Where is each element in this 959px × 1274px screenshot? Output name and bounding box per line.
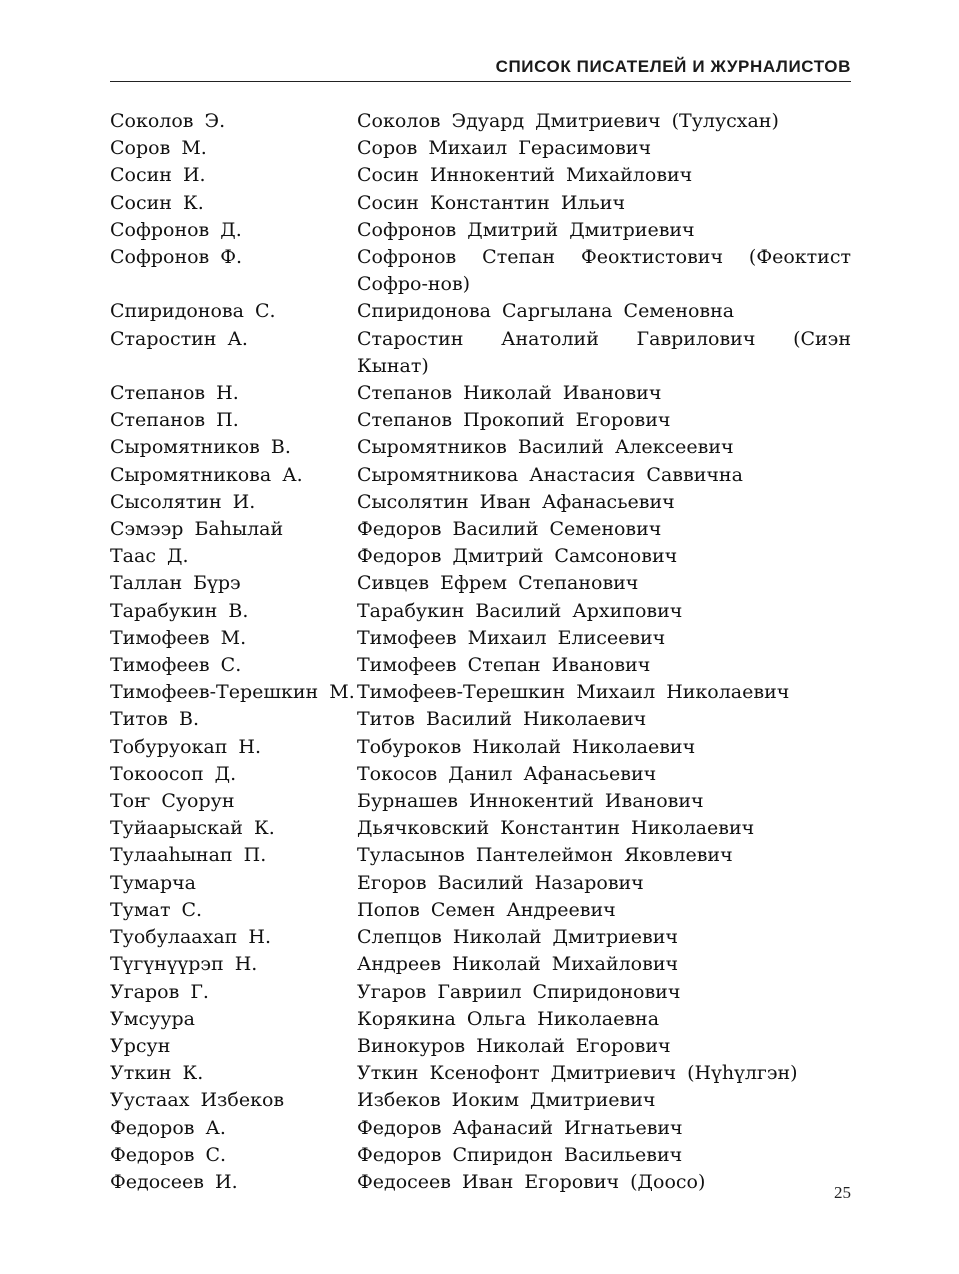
full-name: Избеков Иоким Дмитриевич: [357, 1089, 656, 1112]
full-name: Степанов Прокопий Егорович: [357, 409, 671, 432]
short-name: Старостин А.: [110, 327, 248, 350]
full-name: Федоров Афанасий Игнатьевич: [357, 1116, 683, 1139]
short-name: Сосин К.: [110, 191, 204, 214]
short-name: Уткин К.: [110, 1062, 204, 1085]
list-item: [110, 897, 851, 924]
list-item: [110, 489, 851, 516]
short-name: Урсун: [110, 1034, 171, 1057]
full-name: Тимофеев Степан Иванович: [357, 654, 651, 677]
list-item: [110, 924, 851, 951]
full-name: Сысолятин Иван Афанасьевич: [357, 490, 675, 513]
full-name: Федоров Василий Семенович: [357, 518, 662, 541]
short-name: Уустаах Избеков: [110, 1089, 285, 1112]
short-name: Софронов Ф.: [110, 246, 243, 269]
short-name: Токоосоп Д.: [110, 762, 237, 785]
list-item: [110, 570, 851, 597]
short-name: Тобуруокап Н.: [110, 735, 262, 758]
short-name: Сыромятников В.: [110, 436, 291, 459]
full-name: Корякина Ольга Николаевна: [357, 1007, 660, 1030]
full-name: Федосеев Иван Егорович (Доосо): [357, 1170, 706, 1193]
full-name: Сыромятникова Анастасия Саввична: [357, 463, 743, 486]
full-name: Софронов Степан Феоктистович (Феоктист Софро-нов): [357, 246, 851, 296]
list-item: [110, 679, 851, 706]
list-item: [110, 190, 851, 217]
full-name: Тарабукин Василий Архипович: [357, 599, 683, 622]
full-name: Тимофеев Михаил Елисеевич: [357, 626, 666, 649]
short-name: Түгүнүүрэп Н.: [110, 953, 258, 976]
page-number: 25: [834, 1183, 851, 1202]
short-name: Софронов Д.: [110, 218, 242, 241]
full-name: Спиридонова Саргылана Семеновна: [357, 300, 735, 323]
full-name: Попов Семен Андреевич: [357, 898, 616, 921]
full-name: Сыромятников Василий Алексеевич: [357, 436, 734, 459]
short-name: Таллан Бүрэ: [110, 572, 241, 595]
full-name: Федоров Спиридон Васильевич: [357, 1143, 683, 1166]
list-item: [110, 815, 851, 842]
list-item: [110, 788, 851, 815]
short-name: Степанов П.: [110, 409, 239, 432]
full-name: Уткин Ксенофонт Дмитриевич (Нүһүлгэн): [357, 1062, 798, 1085]
short-name: Сэмээр Баһылай: [110, 518, 284, 541]
list-item: [110, 1115, 851, 1142]
short-name: Угаров Г.: [110, 980, 209, 1003]
short-name: Туобулаахап Н.: [110, 926, 271, 949]
short-name: Тарабукин В.: [110, 599, 249, 622]
list-item: [110, 1033, 851, 1060]
list-item: [110, 1169, 851, 1196]
full-name: Токосов Данил Афанасьевич: [357, 762, 657, 785]
list-item: [110, 979, 851, 1006]
full-name: Дьячковский Константин Николаевич: [357, 817, 755, 840]
list-item: [110, 135, 851, 162]
full-name: Слепцов Николай Дмитриевич: [357, 926, 678, 949]
full-name: Федоров Дмитрий Самсонович: [357, 545, 678, 568]
short-name: Федосеев И.: [110, 1170, 238, 1193]
short-name: Тимофеев М.: [110, 626, 247, 649]
short-name: Туйаарыскай К.: [110, 817, 275, 840]
list-item: [110, 598, 851, 625]
list-item: [110, 1142, 851, 1169]
list-item: [110, 543, 851, 570]
list-item: [110, 380, 851, 407]
short-name: Сысолятин И.: [110, 490, 256, 513]
list-item: [110, 706, 851, 733]
short-name: Тимофеев С.: [110, 654, 242, 677]
list-item: [110, 1006, 851, 1033]
short-name: Соров М.: [110, 137, 207, 160]
short-name: Федоров С.: [110, 1143, 227, 1166]
header-rule: [110, 81, 851, 82]
list-item: [110, 244, 851, 298]
full-name: Софронов Дмитрий Дмитриевич: [357, 218, 695, 241]
short-name: Спиридонова С.: [110, 300, 276, 323]
running-head-title: СПИСОК ПИСАТЕЛЕЙ И ЖУРНАЛИСТОВ: [495, 57, 851, 76]
short-name: Таас Д.: [110, 545, 189, 568]
short-name: Степанов Н.: [110, 382, 239, 405]
short-name: Тумат С.: [110, 898, 203, 921]
list-item: [110, 1060, 851, 1087]
full-name: Винокуров Николай Егорович: [357, 1034, 671, 1057]
full-name: Старостин Анатолий Гаврилович (Сиэн Кынат): [357, 327, 851, 377]
full-name: Туласынов Пантелеймон Яковлевич: [357, 844, 733, 867]
list-item: [110, 162, 851, 189]
list-item: [110, 842, 851, 869]
short-name: Тоҥ Суорун: [110, 790, 235, 813]
list-item: [110, 298, 851, 325]
full-name: Тобуроков Николай Николаевич: [357, 735, 696, 758]
list-item: [110, 1087, 851, 1114]
short-name: Титов В.: [110, 708, 200, 731]
short-name: Соколов Э.: [110, 110, 226, 132]
full-name: Степанов Николай Иванович: [357, 382, 662, 405]
short-name: Сосин И.: [110, 164, 206, 187]
full-name: Андреев Николай Михайлович: [357, 953, 679, 976]
list-item: [110, 462, 851, 489]
full-name: Угаров Гавриил Спиридонович: [357, 980, 681, 1003]
short-name: Тимофеев-Терешкин М.: [110, 681, 355, 704]
full-name: Тимофеев-Терешкин Михаил Николаевич: [357, 681, 790, 704]
short-name: Тумарча: [110, 871, 197, 894]
list-item: [110, 217, 851, 244]
full-name: Соколов Эдуард Дмитриевич (Тулусхан): [357, 110, 779, 132]
full-name: Титов Василий Николаевич: [357, 708, 647, 731]
list-item: [110, 870, 851, 897]
list-item: [110, 734, 851, 761]
full-name: Сосин Константин Ильич: [357, 191, 626, 214]
short-name: Сыромятникова А.: [110, 463, 303, 486]
full-name: Соров Михаил Герасимович: [357, 137, 652, 160]
full-name: Егоров Василий Назарович: [357, 871, 644, 894]
list-item: [110, 761, 851, 788]
list-item: [110, 625, 851, 652]
list-item: [110, 434, 851, 461]
list-item: [110, 516, 851, 543]
list-item: [110, 407, 851, 434]
list-item: [110, 951, 851, 978]
short-name: Умсуура: [110, 1007, 195, 1030]
short-name: Федоров А.: [110, 1116, 226, 1139]
writer-list: [110, 108, 851, 1196]
full-name: Сосин Иннокентий Михайлович: [357, 164, 693, 187]
full-name: Бурнашев Иннокентий Иванович: [357, 790, 704, 813]
list-item: [110, 652, 851, 679]
list-item: [110, 108, 851, 135]
list-item: [110, 326, 851, 380]
full-name: Сивцев Ефрем Степанович: [357, 572, 639, 595]
short-name: Тулааһынап П.: [110, 844, 267, 867]
